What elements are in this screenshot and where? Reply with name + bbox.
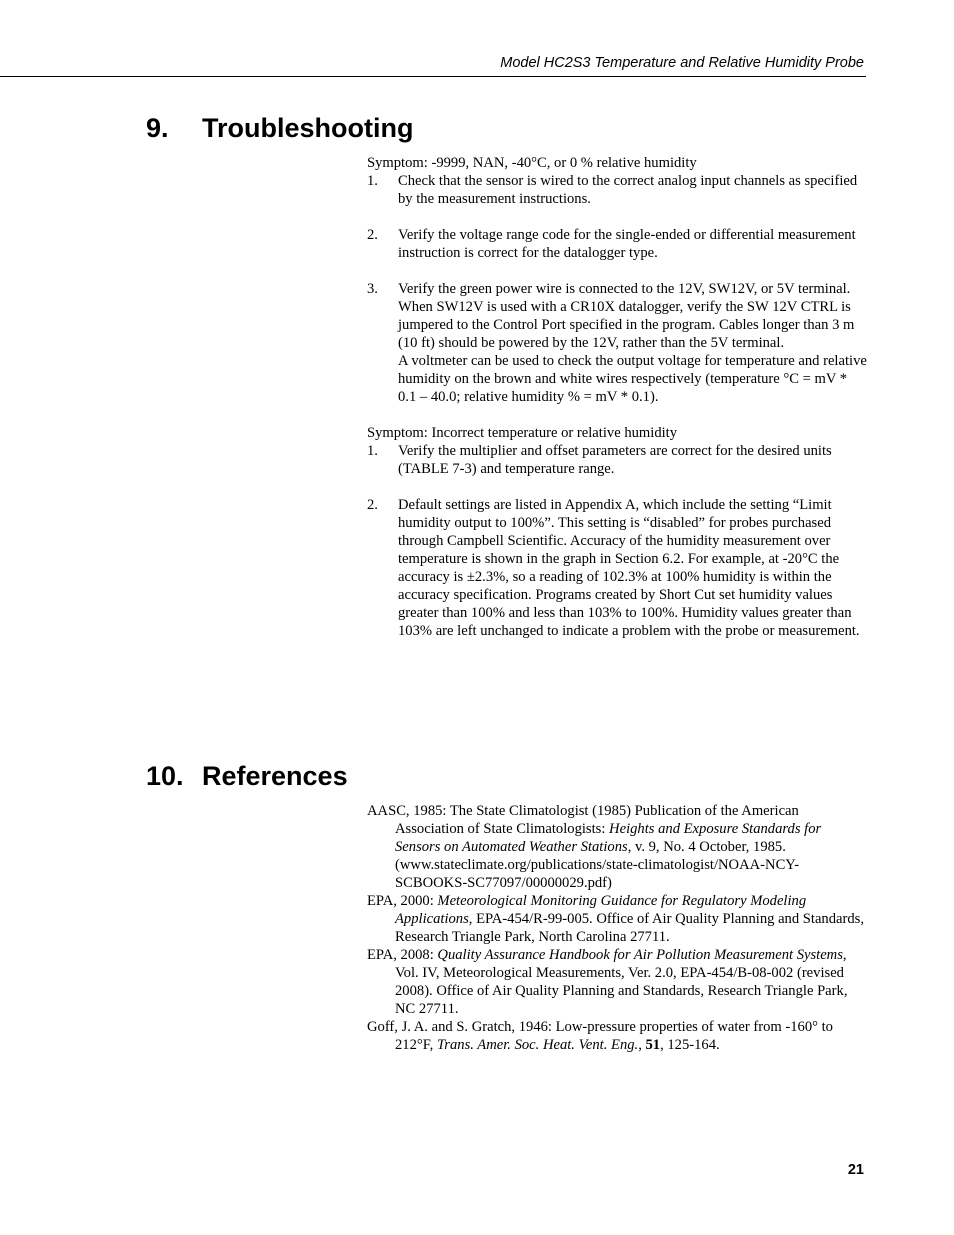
reference-text: , v. 9, No. 4 October, 1985. (www.stateclimate.org/publications/state-climatologist/NOAA-NCY-SCBOOKS-SC77097/00000029.pdf) xyxy=(395,839,800,891)
reference-entry xyxy=(367,802,867,892)
reference-entry xyxy=(367,946,867,1018)
list-item-number: 1. xyxy=(367,173,378,189)
reference-text: EPA, 2000: xyxy=(367,893,438,909)
list-item xyxy=(367,172,867,208)
list-item-number: 3. xyxy=(367,281,378,297)
reference-text: Goff, J. A. and S. Gratch, 1946: Low-pressure properties of water from -160° to 212°F, xyxy=(367,1019,833,1053)
reference-volume: 51 xyxy=(645,1037,661,1053)
list-item xyxy=(367,442,867,478)
reference-text: , EPA-454/R-99-005. Office of Air Quality Planning and Standards, Research Triangle Park, North Carolina 27711. xyxy=(395,911,864,945)
references-heading xyxy=(146,761,348,792)
list-item-text: Verify the voltage range code for the single-ended or differential measurement instruction is correct for the datalogger type. xyxy=(398,227,856,261)
reference-entry xyxy=(367,892,867,946)
section-number: 9. xyxy=(146,113,169,143)
list-item-text: Default settings are listed in Appendix A, which include the setting “Limit humidity output to 100%”. This setting is “disabled” for probes purchased through Campbell Scientific. Accuracy of the humidity measurement over temperature is shown in the graph in Section 6.2. For example, at -20°C the accuracy is ±2.3%, so a reading of 102.3% at 100% humidity is within the accuracy specification. Programs created by Short Cut set humidity values greater than 100% and less than 103% to 100%. Humidity values greater than 103% are left unchanged to indicate a problem with the probe or measurement. xyxy=(398,497,860,639)
reference-text: , xyxy=(638,1037,646,1053)
voltmeter-note: A voltmeter can be used to check the output voltage for temperature and relative humidity on the brown and white wires respectively (temperature °C = mV * 0.1 – 40.0; relative humidity % = mV * 0.1). xyxy=(398,353,867,405)
list-item-body xyxy=(398,280,867,406)
reference-title: Trans. Amer. Soc. Heat. Vent. Eng. xyxy=(436,1037,639,1053)
reference-title: Heights and Exposure Standards for Sensors on Automated Weather Stations xyxy=(395,821,822,855)
reference-text: , 125-164. xyxy=(660,1037,720,1053)
header-rule xyxy=(0,76,866,77)
reference-text: , Vol. IV, Meteorological Measurements, Ver. 2.0, EPA-454/B-08-002 (revised 2008). Office of Air Quality Planning and Standards, Research Triangle Park, NC 27711. xyxy=(395,947,848,1017)
list-item-number: 2. xyxy=(367,497,378,513)
symptom-heading: Symptom: -9999, NAN, -40°C, or 0 % relative humidity xyxy=(367,155,697,171)
reference-title: Meteorological Monitoring Guidance for Regulatory Modeling Applications xyxy=(395,893,807,927)
section-title: Troubleshooting xyxy=(202,113,414,143)
list-item xyxy=(367,280,867,406)
page-number: 21 xyxy=(847,1162,864,1178)
reference-text: EPA, 2008: xyxy=(367,947,438,963)
references-body xyxy=(367,802,867,1054)
list-item-number: 2. xyxy=(367,227,378,243)
symptom-list xyxy=(367,172,867,406)
troubleshooting-body xyxy=(367,154,867,658)
section-number: 10. xyxy=(146,761,184,791)
symptom-heading: Symptom: Incorrect temperature or relative humidity xyxy=(367,425,678,441)
reference-text: AASC, 1985: The State Climatologist (1985) Publication of the American Association of State Climatologists: xyxy=(367,803,799,837)
reference-entry xyxy=(367,1018,867,1054)
symptom-list xyxy=(367,442,867,640)
troubleshooting-heading xyxy=(146,113,413,144)
list-item xyxy=(367,496,867,640)
list-item xyxy=(367,226,867,262)
section-title: References xyxy=(202,761,348,791)
list-item-text: Verify the green power wire is connected to the 12V, SW12V, or 5V terminal. When SW12V is used with a CR10X datalogger, verify the SW 12V CTRL is jumpered to the Control Port specified in the program. Cables longer than 3 m (10 ft) should be powered by the 12V, rather than the 5V terminal. xyxy=(398,281,855,351)
reference-title: Quality Assurance Handbook for Air Pollution Measurement Systems xyxy=(437,947,843,963)
list-item-text: Check that the sensor is wired to the correct analog input channels as specified by the measurement instructions. xyxy=(398,173,858,207)
list-item-number: 1. xyxy=(367,443,378,459)
running-header: Model HC2S3 Temperature and Relative Humidity Probe xyxy=(500,55,864,71)
list-item-text: Verify the multiplier and offset parameters are correct for the desired units (TABLE 7-3) and temperature range. xyxy=(398,443,832,477)
